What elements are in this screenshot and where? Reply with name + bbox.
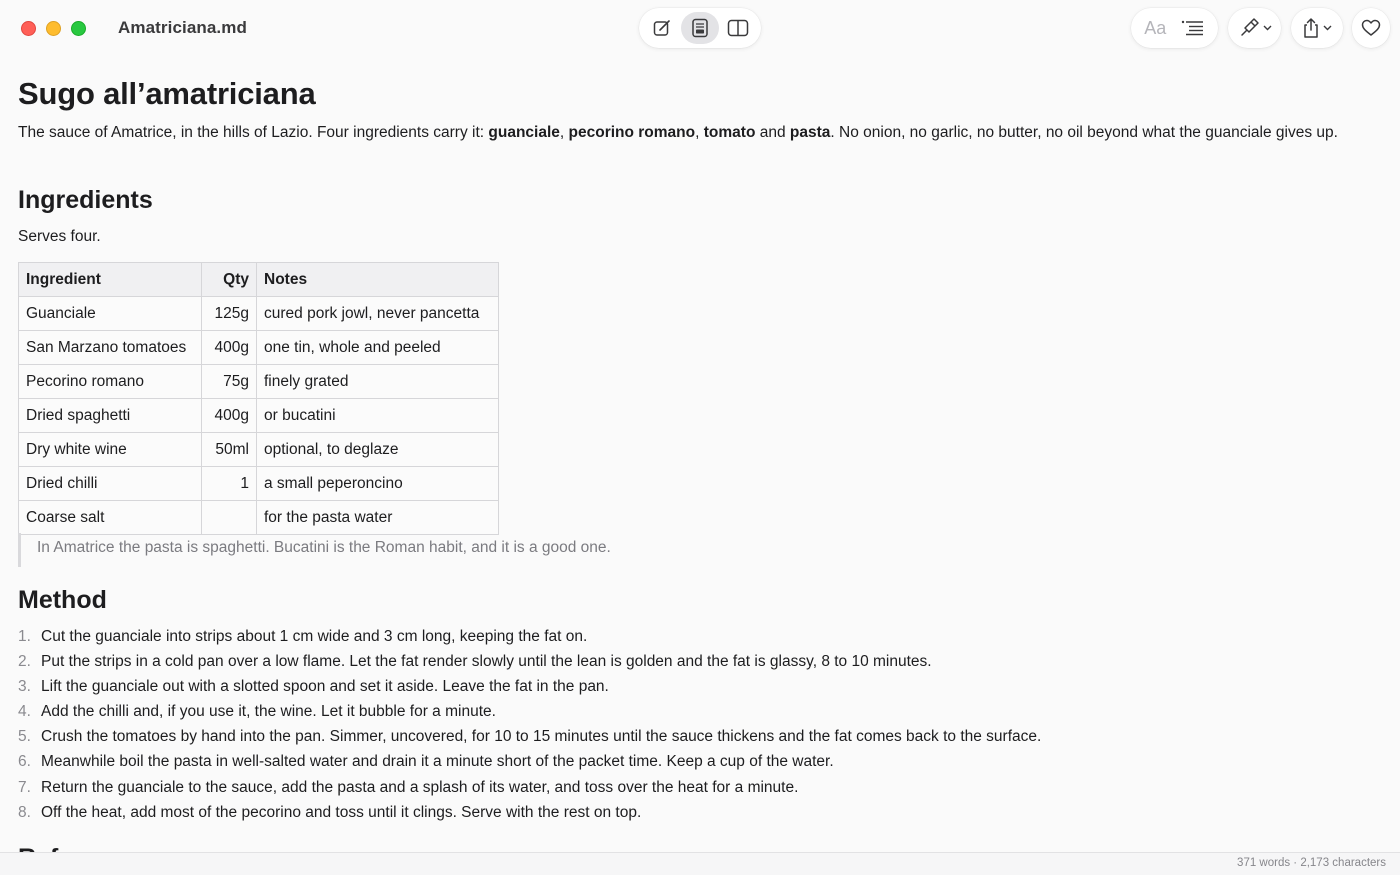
step-number: 1. [18,628,31,645]
list-item [18,751,1041,776]
heart-icon [1361,19,1381,37]
document-preview[interactable] [18,56,1384,852]
table-cell: San Marzano tomatoes [19,331,202,365]
step-number: 3. [18,678,31,696]
table-cell: a small peperoncino [257,467,499,501]
word-count: 371 words · 2,173 characters [1237,857,1386,869]
favorite-toolbar [1352,8,1390,48]
list-item [18,651,1041,676]
step-number: 5. [18,728,31,746]
edit-mode-button[interactable] [643,12,681,44]
table-header-qty: Qty [202,263,257,297]
method-steps-list [18,626,1041,827]
list-item [18,726,1041,751]
step-text: Put the strips in a cold pan over a low flame. Let the fat render slowly until the lean is golden and the fat is glassy, 8 to 10 minutes. [41,653,932,671]
table-row [19,297,499,331]
step-number: 7. [18,778,31,796]
preview-icon [691,18,709,38]
table-cell: for the pasta water [257,501,499,535]
zoom-window-button[interactable] [71,21,86,36]
table-row [19,331,499,365]
table-header-row [19,263,499,297]
table-cell: Dry white wine [19,433,202,467]
step-text: Meanwhile boil the pasta in well-salted water and drain it a minute short of the packet time. Keep a cup of the water. [41,753,834,771]
table-cell: 400g [202,331,257,365]
step-text: Cut the guanciale into strips about 1 cm wide and 3 cm long, keeping the fat on. [41,628,588,645]
serves-text: Serves four. [18,228,101,245]
table-header-notes: Notes [257,263,499,297]
minimize-window-button[interactable] [46,21,61,36]
share-icon [1302,17,1320,39]
share-button[interactable] [1302,17,1332,39]
table-row [19,399,499,433]
step-text: Add the chilli and, if you use it, the wine. Let it bubble for a minute. [41,703,496,721]
table-cell: 75g [202,365,257,399]
window-title: Amatriciana.md [118,18,247,37]
step-text: Lift the guanciale out with a slotted spoon and set it aside. Leave the fat in the pan. [41,678,609,696]
method-heading: Method [18,586,107,614]
table-cell: optional, to deglaze [257,433,499,467]
chevron-down-icon [1263,25,1272,31]
share-toolbar [1291,8,1343,48]
table-cell: 125g [202,297,257,331]
document-title: Sugo all’amatriciana [18,76,316,111]
close-window-button[interactable] [21,21,36,36]
typography-button[interactable]: Aa [1144,17,1167,38]
table-cell: 1 [202,467,257,501]
table-cell: finely grated [257,365,499,399]
table-cell: Dried spaghetti [19,399,202,433]
preview-mode-button[interactable] [681,12,719,44]
blockquote-note: In Amatrice the pasta is spaghetti. Bucatini is the Roman habit, and it is a good one. [18,533,611,567]
intro-paragraph: The sauce of Amatrice, in the hills of Lazio. Four ingredients carry it: guanciale, pecorino romano, tomato and pasta. No onion, no garlic, no butter, no oil beyond what the guanciale gives up. [18,124,1338,141]
split-view-button[interactable] [719,12,757,44]
chevron-down-icon [1323,25,1332,31]
markup-tools-toolbar [1228,8,1281,48]
table-row [19,467,499,501]
outline-icon [1181,19,1205,37]
table-row [19,365,499,399]
format-toolbar [1131,8,1218,48]
table-cell: cured pork jowl, never pancetta [257,297,499,331]
tool-icon [1238,17,1260,39]
table-cell: Pecorino romano [19,365,202,399]
status-bar [0,852,1400,875]
table-cell: 400g [202,399,257,433]
list-item [18,626,1041,651]
favorite-button[interactable] [1361,19,1381,37]
markup-tools-button[interactable] [1238,17,1272,39]
compose-icon [652,18,672,38]
table-cell: Coarse salt [19,501,202,535]
table-header-ingredient: Ingredient [19,263,202,297]
table-cell: Guanciale [19,297,202,331]
ingredients-heading: Ingredients [18,186,153,214]
table-cell: Dried chilli [19,467,202,501]
table-cell [202,501,257,535]
outline-button[interactable] [1181,19,1205,37]
ingredients-table [18,262,499,535]
step-number: 2. [18,653,31,671]
list-item [18,777,1041,802]
list-item [18,802,1041,827]
list-item [18,676,1041,701]
table-cell: 50ml [202,433,257,467]
view-mode-toolbar [639,8,761,48]
table-cell: one tin, whole and peeled [257,331,499,365]
step-text: Off the heat, add most of the pecorino and toss until it clings. Serve with the rest on top. [41,803,642,821]
step-number: 8. [18,803,31,821]
step-number: 4. [18,703,31,721]
table-cell: or bucatini [257,399,499,433]
list-item [18,701,1041,726]
table-row [19,433,499,467]
title-bar [0,0,1400,56]
table-row [19,501,499,535]
split-view-icon [727,19,749,37]
step-text: Crush the tomatoes by hand into the pan. Simmer, uncovered, for 10 to 15 minutes until the sauce thickens and the fat comes back to the surface. [41,728,1042,746]
step-number: 6. [18,753,31,771]
step-text: Return the guanciale to the sauce, add the pasta and a splash of its water, and toss over the heat for a minute. [41,778,799,796]
